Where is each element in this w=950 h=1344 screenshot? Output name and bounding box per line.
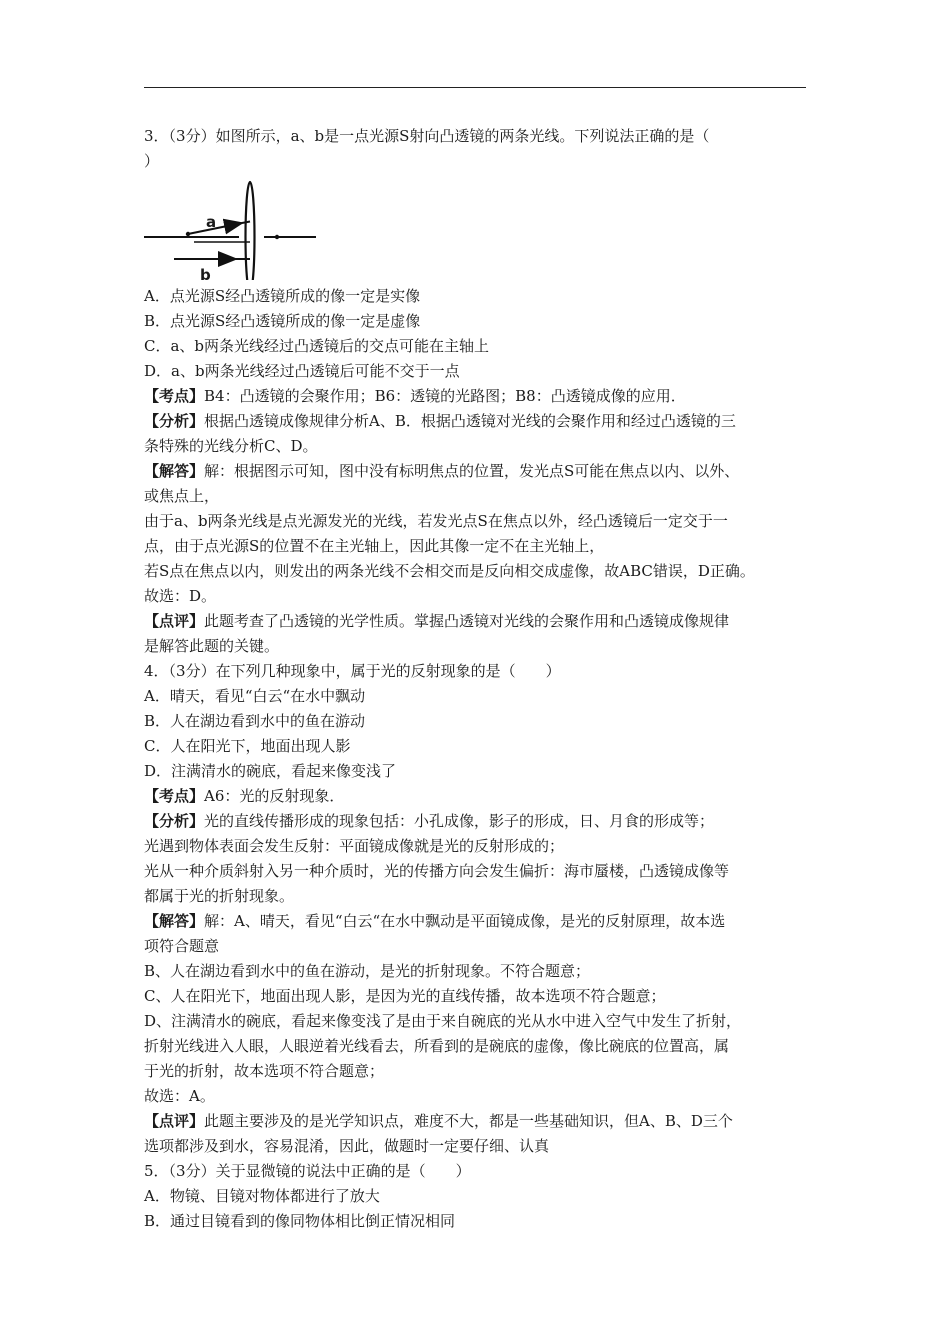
ray-b-label: b — [200, 266, 211, 284]
q3-option-b: B．点光源S经凸透镜所成的像一定是虚像 — [144, 312, 421, 330]
q4-option-c: C．人在阳光下，地面出现人影 — [144, 737, 351, 755]
q3-option-a: A．点光源S经凸透镜所成的像一定是实像 — [144, 287, 421, 305]
q3-dianping — [144, 609, 820, 634]
q4-fenxi-cont: 光遇到物体表面会发生反射：平面镜成像就是光的反射形成的； — [144, 837, 565, 855]
fenxi-text: 根据凸透镜成像规律分析A、B．根据凸透镜对光线的会聚作用和经过凸透镜的三 — [204, 412, 736, 430]
jieda-text: 解：根据图示可知，图中没有标明焦点的位置，发光点S可能在焦点以内、以外、 — [204, 462, 740, 480]
q4-kaodian — [144, 784, 820, 809]
q3-jieda — [144, 459, 820, 484]
q4-option-a: A．晴天，看见“白云“在水中飘动 — [144, 687, 366, 705]
q3-jieda-cont: 或焦点上， — [144, 487, 220, 505]
q3-stem-line-2: ） — [144, 152, 160, 170]
q4-jieda — [144, 909, 820, 934]
q4-dianping-cont: 选项都涉及到水，容易混淆，因此，做题时一定要仔细、认真 — [144, 1137, 550, 1155]
dianping-text: 此题考查了凸透镜的光学性质。掌握凸透镜对光线的会聚作用和凸透镜成像规律 — [204, 612, 730, 630]
fenxi-tag: 【分析】 — [144, 812, 205, 830]
jieda-tag: 【解答】 — [144, 462, 205, 480]
q4-fenxi-cont: 光从一种介质斜射入另一种介质时，光的传播方向会发生偏折：海市蜃楼，凸透镜成像等 — [144, 862, 730, 880]
q3-dianping-cont: 是解答此题的关键。 — [144, 637, 280, 655]
dianping-tag: 【点评】 — [144, 1112, 205, 1130]
q4-fenxi-cont: 都属于光的折射现象。 — [144, 887, 295, 905]
q5-option-a: A．物镜、目镜对物体都进行了放大 — [144, 1187, 380, 1205]
dianping-tag: 【点评】 — [144, 612, 205, 630]
jieda-tag: 【解答】 — [144, 912, 205, 930]
q3-jieda-cont: 故选：D。 — [144, 587, 217, 605]
q4-jieda-cont: B、人在湖边看到水中的鱼在游动，是光的折射现象。不符合题意； — [144, 962, 591, 980]
q4-option-d: D．注满清水的碗底，看起来像变浅了 — [144, 762, 397, 780]
q3-jieda-cont: 若S点在焦点以内，则发出的两条光线不会相交而是反向相交成虚像，故ABC错误，D正确。 — [144, 562, 755, 580]
q5-option-b: B．通过目镜看到的像同物体相比倒正情况相同 — [144, 1212, 456, 1230]
kaodian-tag: 【考点】 — [144, 387, 205, 405]
q4-option-b: B．人在湖边看到水中的鱼在游动 — [144, 712, 366, 730]
q3-jieda-cont: 点，由于点光源S的位置不在主光轴上，因此其像一定不在主光轴上， — [144, 537, 605, 555]
q4-dianping — [144, 1109, 820, 1134]
q4-jieda-cont: C、人在阳光下，地面出现人影，是因为光的直线传播，故本选项不符合题意； — [144, 987, 666, 1005]
q4-jieda-cont: 项符合题意 — [144, 937, 220, 955]
q4-jieda-cont: 于光的折射，故本选项不符合题意； — [144, 1062, 385, 1080]
q3-jieda-cont: 由于a、b两条光线是点光源发光的光线，若发光点S在焦点以外，经凸透镜后一定交于一 — [144, 512, 728, 530]
q3-option-d: D．a、b两条光线经过凸透镜后可能不交于一点 — [144, 362, 460, 380]
kaodian-tag: 【考点】 — [144, 787, 205, 805]
kaodian-text: A6：光的反射现象． — [204, 787, 345, 805]
ray-a-label: a — [206, 213, 217, 231]
fenxi-tag: 【分析】 — [144, 412, 205, 430]
q3-fenxi-cont: 条特殊的光线分析C、D。 — [144, 437, 318, 455]
header-rule — [144, 87, 806, 88]
q4-jieda-cont: 折射光线进入人眼，人眼逆着光线看去，所看到的是碗底的虚像，像比碗底的位置高，属 — [144, 1037, 730, 1055]
q4-jieda-cont: D、注满清水的碗底，看起来像变浅了是由于来自碗底的光从水中进入空气中发生了折射， — [144, 1012, 742, 1030]
q3-kaodian — [144, 384, 820, 409]
jieda-text: 解：A、晴天，看见“白云“在水中飘动是平面镜成像，是光的反射原理，故本选 — [204, 912, 726, 930]
kaodian-text: B4：凸透镜的会聚作用；B6：透镜的光路图；B8：凸透镜成像的应用． — [204, 387, 686, 405]
q4-jieda-cont: 故选：A。 — [144, 1087, 215, 1105]
document-body — [144, 124, 820, 1234]
fenxi-text: 光的直线传播形成的现象包括：小孔成像，影子的形成，日、月食的形成等； — [204, 812, 715, 830]
q3-stem-line-1: 3．（3分）如图所示，a、b是一点光源S射向凸透镜的两条光线。下列说法正确的是（ — [144, 127, 710, 145]
q5-stem: 5．（3分）关于显微镜的说法中正确的是（ ） — [144, 1162, 471, 1180]
dianping-text: 此题主要涉及的是光学知识点，难度不大，都是一些基础知识，但A、B、D三个 — [204, 1112, 733, 1130]
focal-point — [275, 235, 279, 239]
convex-lens-figure — [144, 180, 824, 284]
q3-fenxi — [144, 409, 820, 434]
convex-lens-diagram — [144, 180, 824, 280]
convex-lens — [246, 182, 255, 280]
q4-stem: 4．（3分）在下列几种现象中，属于光的反射现象的是（ ） — [144, 662, 561, 680]
q4-fenxi — [144, 809, 820, 834]
q3-option-c: C．a、b两条光线经过凸透镜后的交点可能在主轴上 — [144, 337, 490, 355]
